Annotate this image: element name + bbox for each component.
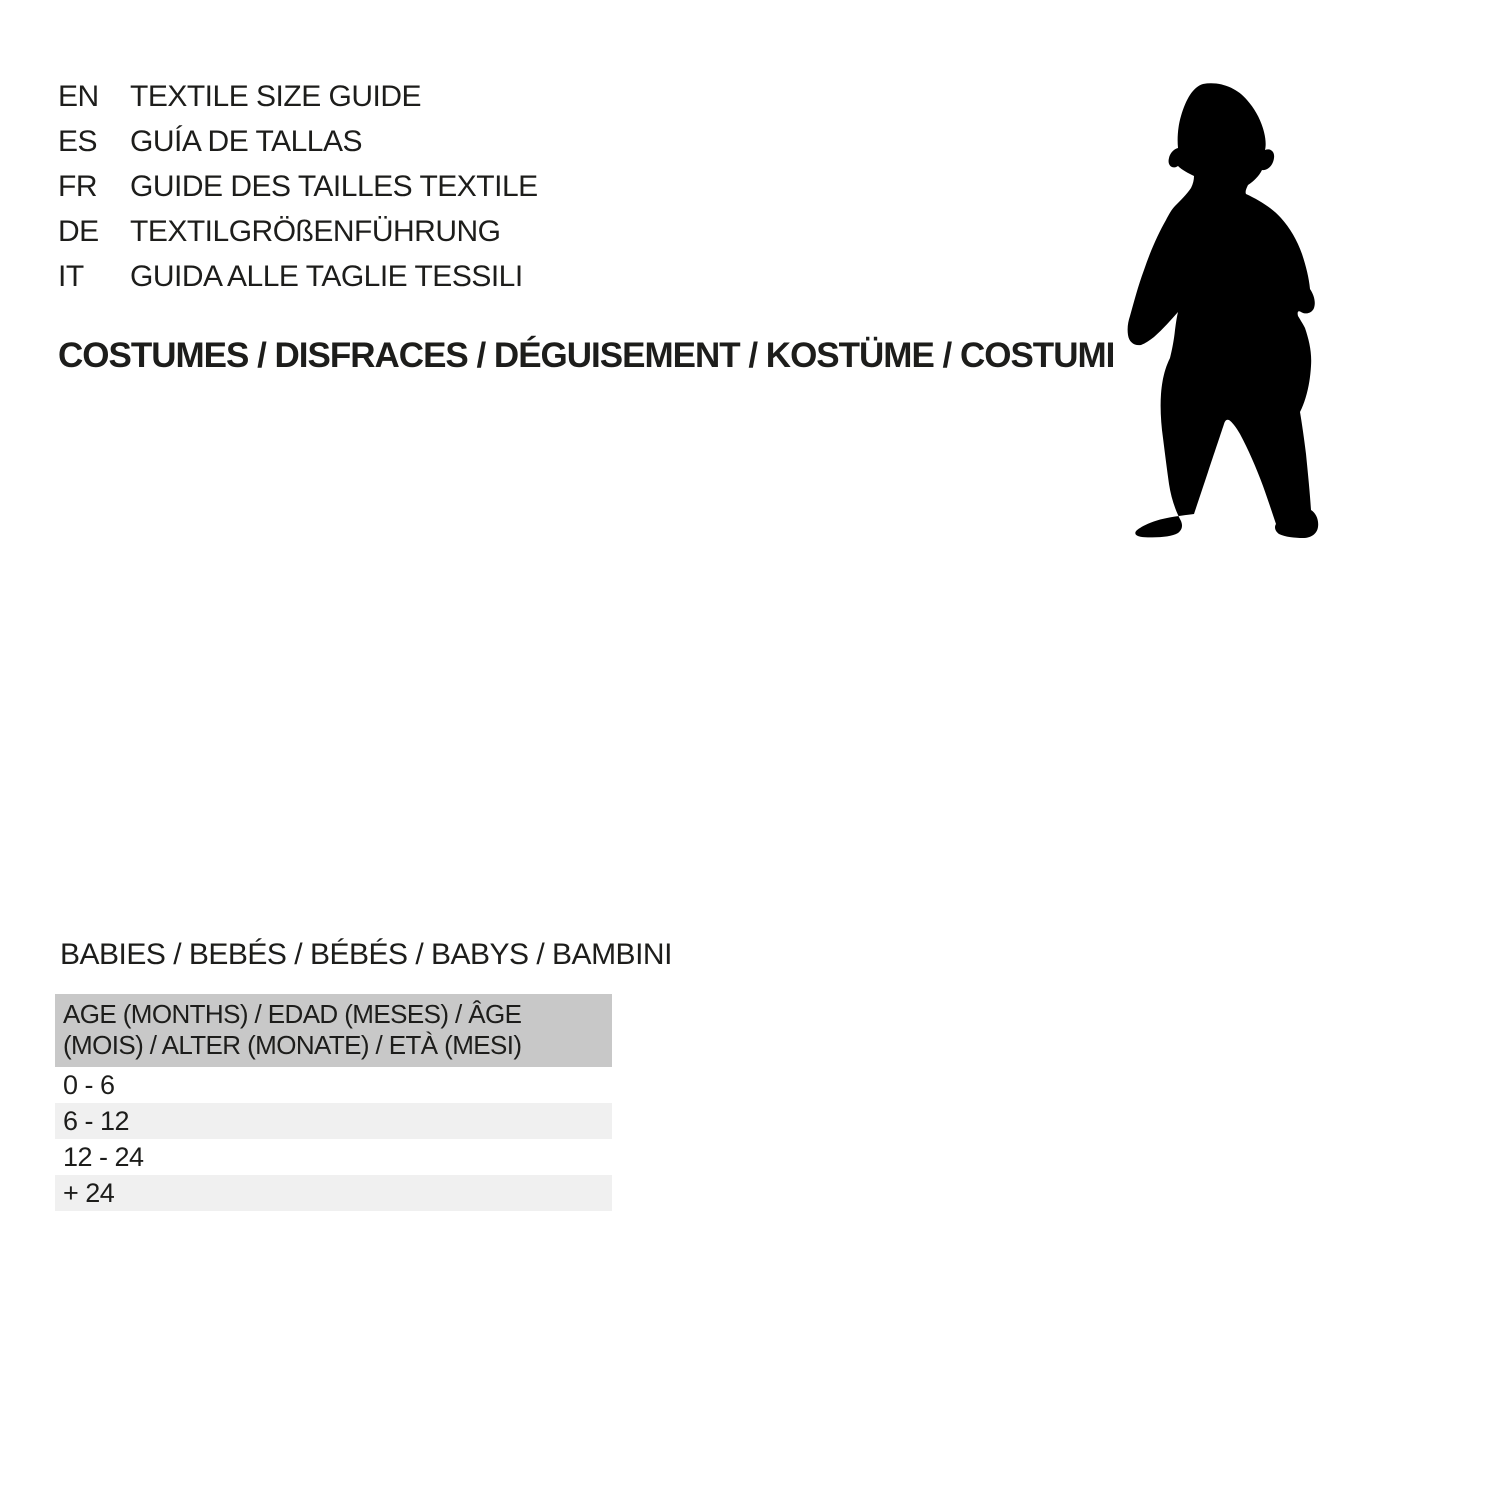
lang-row-es [58, 119, 538, 164]
lang-row-fr [58, 164, 538, 209]
baby-silhouette-icon [1125, 82, 1320, 540]
size-table-row: 6 - 12 [55, 1103, 612, 1139]
lang-code: FR [58, 169, 97, 203]
babies-size-table [55, 994, 612, 1211]
size-table-row: 0 - 6 [55, 1067, 612, 1103]
lang-code: IT [58, 259, 84, 293]
language-list [58, 74, 538, 299]
lang-code: DE [58, 214, 99, 248]
lang-row-it [58, 254, 538, 299]
size-table-header: AGE (MONTHS) / EDAD (MESES) / ÂGE (MOIS) / ALTER (MONATE) / ETÀ (MESI) [55, 994, 612, 1067]
lang-label: TEXTILGRÖßENFÜHRUNG [130, 214, 501, 248]
category-title: COSTUMES / DISFRACES / DÉGUISEMENT / KOSTÜME / COSTUMI [58, 336, 1115, 375]
lang-row-de [58, 209, 538, 254]
babies-section-title: BABIES / BEBÉS / BÉBÉS / BABYS / BAMBINI [60, 938, 672, 971]
size-table-row: + 24 [55, 1175, 612, 1211]
lang-label: GUÍA DE TALLAS [130, 124, 362, 158]
lang-code: ES [58, 124, 98, 158]
lang-row-en [58, 74, 538, 119]
lang-label: GUIDA ALLE TAGLIE TESSILI [130, 259, 523, 293]
lang-code: EN [58, 79, 99, 113]
lang-label: TEXTILE SIZE GUIDE [130, 79, 422, 113]
size-table-row: 12 - 24 [55, 1139, 612, 1175]
lang-label: GUIDE DES TAILLES TEXTILE [130, 169, 538, 203]
